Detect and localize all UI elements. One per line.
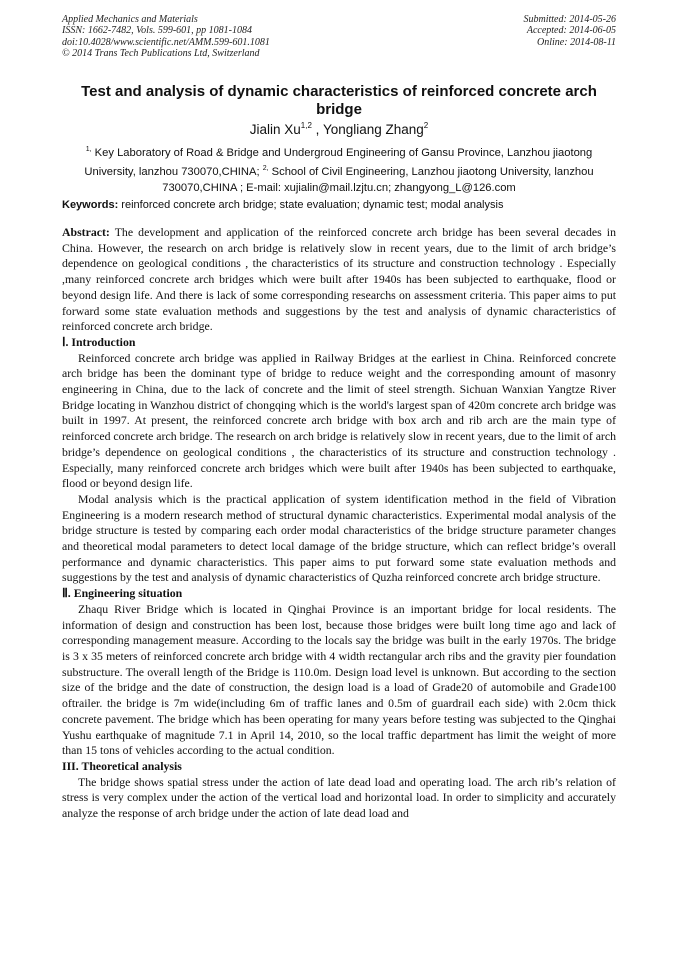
abstract-label: Abstract:: [62, 225, 110, 239]
body-paragraph: Reinforced concrete arch bridge was applied in Railway Bridges at the earliest in China. Reinforced concrete arch bridge has been the dominant type of bridge to reduce weight and the corresponding amount of masonry engineering in China, due to the lack of concrete and the limit of steel strength. Sichuan Wanxian Yangtze River Bridge locating in Wanzhou district of chongqing which is the world's largest span of 420m concrete arch bridge was built in 1997. At present, the reinforced concrete arch bridge with box arch and rib arch are the main type of reinforced concrete arch bridge. The research on arch bridge is relatively slow in recent years, due to the limit of arch bridge’s dependence on geological conditions , the characteristics of its structure and construction technology . Especially, many reinforced concrete arch bridges which were built after 1940s has been subjected to earthquake, flood or beyond design life.: [62, 350, 616, 491]
affiliation-mark: 2,: [262, 165, 269, 173]
keywords-label: Keywords:: [62, 199, 119, 211]
section-heading-engineering-situation: Ⅱ. Engineering situation: [62, 586, 183, 601]
keywords-text: reinforced concrete arch bridge; state evaluation; dynamic test; modal analysis: [118, 199, 504, 211]
affiliation-text: Key Laboratory of Road & Bridge and Undergroud Engineering of Gansu Province, Lanzhou jiaotong University, lanzhou 730070,CHINA;: [84, 147, 593, 179]
author-name: Yongliang Zhang: [322, 122, 424, 137]
author-affiliation-mark: 1,2: [300, 121, 312, 130]
affiliation-text: School of Civil Engineering, Lanzhou jiaotong University, lanzhou 730070,CHINA ; E-mail: xujialin@mail.lzjtu.cn; zhangyong_L@126.com: [162, 166, 594, 194]
abstract-text: The development and application of the reinforced concrete arch bridge has been several decades in China. However, the research on arch bridge is relatively slow in recent years, due to the limit of arch bridge’s dependence on geological conditions , the characteristics of its structure and construction technology . Especially ,many reinforced concrete arch bridges which were built after 1940s has been subjected to earthquake, flood or beyond design life. And there is lack of some corresponding researchs on assessment criteria. This paper aims to put forward some state evaluation methods and suggestions by the test and analysis of dynamic characteristics of reinforced concrete arch bridge.: [62, 225, 616, 334]
submitted-date: Submitted: 2014-05-26: [523, 14, 616, 25]
journal-name: Applied Mechanics and Materials: [62, 14, 198, 25]
journal-issn: ISSN: 1662-7482, Vols. 599-601, pp 1081-1084: [62, 25, 252, 37]
abstract-paragraph: [62, 225, 616, 335]
keywords: [62, 198, 616, 212]
submission-dates: [524, 14, 617, 48]
paper-title: Test and analysis of dynamic characteristics of reinforced concrete arch bridge: [81, 83, 597, 118]
body-paragraph: Zhaqu River Bridge which is located in Qinghai Province is an important bridge for local residents. The information of design and construction has been lost, because those bridges were built long time ago and lack of corresponding management measure. According to the locals say the bridge was built in the early 1970s. The bridge is 3 x 35 meters of reinforced concrete arch bridge with 4 width rectangular arch ribs and the gravity pier foundation substructure. The overall length of the Bridge is 110.0m. Design load level is unknown. But according to the section size of the bridge and the date of construction, the design load is a load of Grade20 of automobile and Grade100 oftrailer. the bridge is 7m wide(including 6m of traffic lanes and 0.5m of guardrail each side) with 2.0cm thick concrete pavement. The bridge which has been operating for many years before testing was subjected to the Qinghai Yushu earthquake of magnitude 7.1 in April 14, 2010, so the local traffic department has limit the weight of more than 15 tons of vehicles according to the actual condition.: [62, 601, 616, 758]
journal-doi[interactable]: doi:10.4028/www.scientific.net/AMM.599-601.1081: [62, 36, 270, 48]
author-separator: ,: [311, 122, 323, 137]
author-line: [62, 118, 616, 138]
accepted-date: Accepted: 2014-06-05: [526, 25, 616, 37]
journal-copyright: © 2014 Trans Tech Publications Ltd, Switzerland: [62, 47, 260, 59]
paper-body: [62, 225, 616, 822]
author-affiliation-mark: 2: [423, 121, 429, 130]
author-name: Jialin Xu: [249, 122, 301, 137]
section-heading-introduction: Ⅰ. Introduction: [62, 334, 136, 349]
body-paragraph: The bridge shows spatial stress under the action of late dead load and operating load. The arch rib’s relation of stress is very complex under the action of the vertical load and horizontal load. In order to simplicity and accurately analyze the response of arch bridge under the action of late dead load and: [62, 774, 616, 821]
affiliations: [62, 142, 616, 196]
section-heading-theoretical-analysis: III. Theoretical analysis: [62, 758, 182, 773]
journal-header: [62, 14, 270, 59]
affiliation-mark: 1,: [85, 146, 92, 153]
online-date: Online: 2014-08-11: [537, 36, 616, 48]
body-paragraph: Modal analysis which is the practical application of system identification method in the field of Vibration Engineering is a modern research method of structural dynamic characteristics. Experimental modal analysis of the bridge structure is tested by comparing each order modal characteristics of the bridge structure parameter changes and theoretical modal parameters to detect local damage of the bridge structure, which can reflect bridge’s overall performance and dynamic characteristics. This paper aims to put forward some state evaluation methods and suggestions by the test and analysis of dynamic characteristics of Quzha reinforced concrete arch bridge structure.: [62, 491, 616, 585]
